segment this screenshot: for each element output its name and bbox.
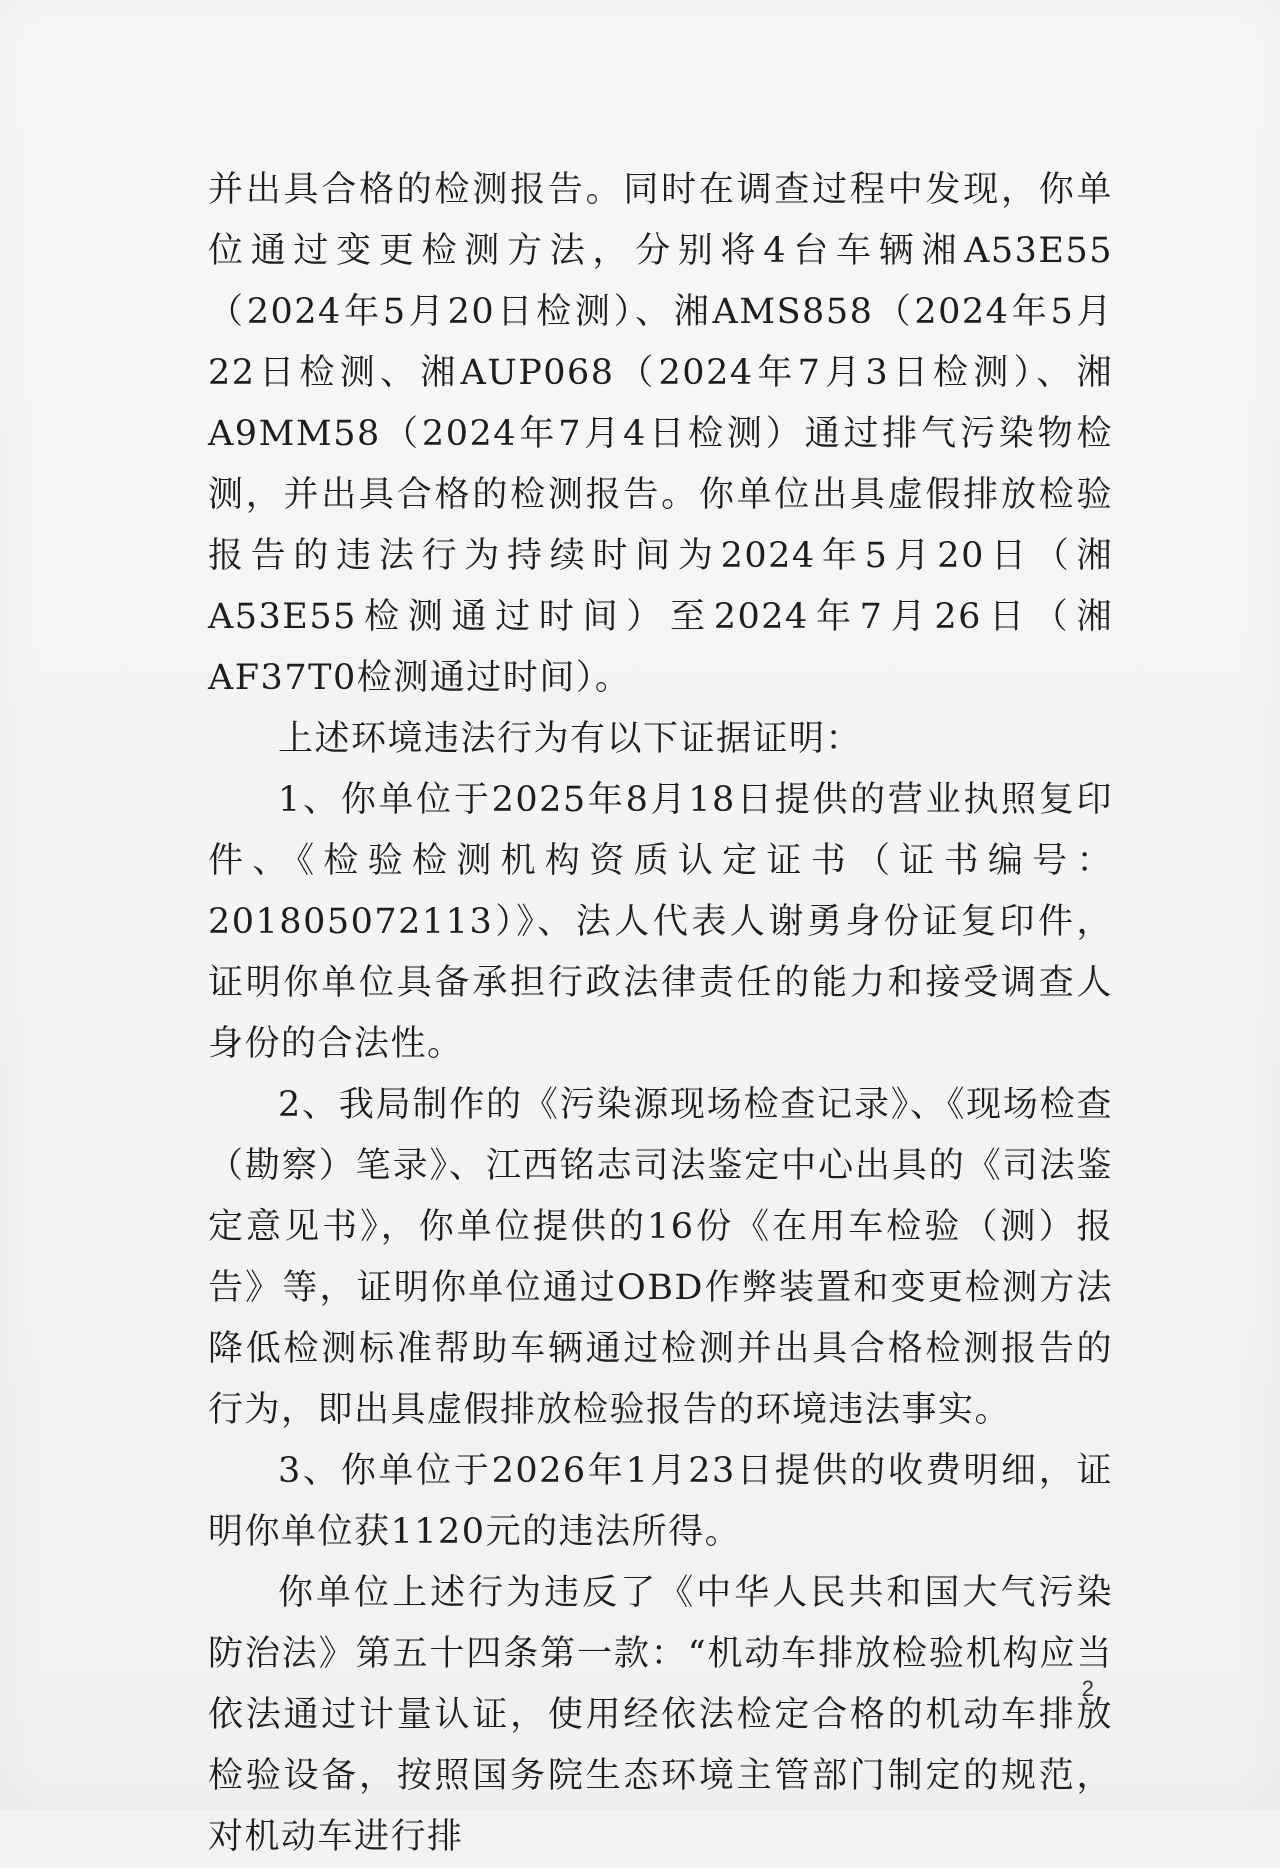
- paragraph-findings: 并出具合格的检测报告。同时在调查过程中发现，你单位通过变更检测方法，分别将4台车辆湘A53E55（2024年5月20日检测）、湘AMS858（2024年5月22日检测、湘AUP068（2024年7月3日检测）、湘A9MM58（2024年7月4日检测）通过排气污染物检测，并出具合格的检测报告。你单位出具虚假排放检验报告的违法行为持续时间为2024年5月20日（湘A53E55检测通过时间）至2024年7月26日（湘AF37T0检测通过时间）。: [208, 170, 1113, 698]
- document-body: [208, 160, 1113, 1868]
- paragraph-legal-basis: 你单位上述行为违反了《中华人民共和国大气污染防治法》第五十四条第一款：“机动车排放检验机构应当依法通过计量认证，使用经依法检定合格的机动车排放检验设备，按照国务院生态环境主管部门制定的规范，对机动车进行排: [208, 1573, 1113, 1857]
- paragraph-evidence-2: 2、我局制作的《污染源现场检查记录》、《现场检查（勘察）笔录》、江西铭志司法鉴定中心出具的《司法鉴定意见书》，你单位提供的16份《在用车检验（测）报告》等，证明你单位通过OBD作弊装置和变更检测方法降低检测标准帮助车辆通过检测并出具合格检测报告的行为，即出具虚假排放检验报告的环境违法事实。: [208, 1085, 1113, 1430]
- paragraph-evidence-1: 1、你单位于2025年8月18日提供的营业执照复印件、《检验检测机构资质认定证书（证书编号：201805072113）》、法人代表人谢勇身份证复印件，证明你单位具备承担行政法律责任的能力和接受调查人身份的合法性。: [208, 780, 1113, 1064]
- page-number: 2: [1081, 1676, 1094, 1701]
- paragraph-evidence-3: 3、你单位于2026年1月23日提供的收费明细，证明你单位获1120元的违法所得。: [208, 1451, 1113, 1552]
- paragraph-evidence-intro: 上述环境违法行为有以下证据证明：: [278, 719, 863, 759]
